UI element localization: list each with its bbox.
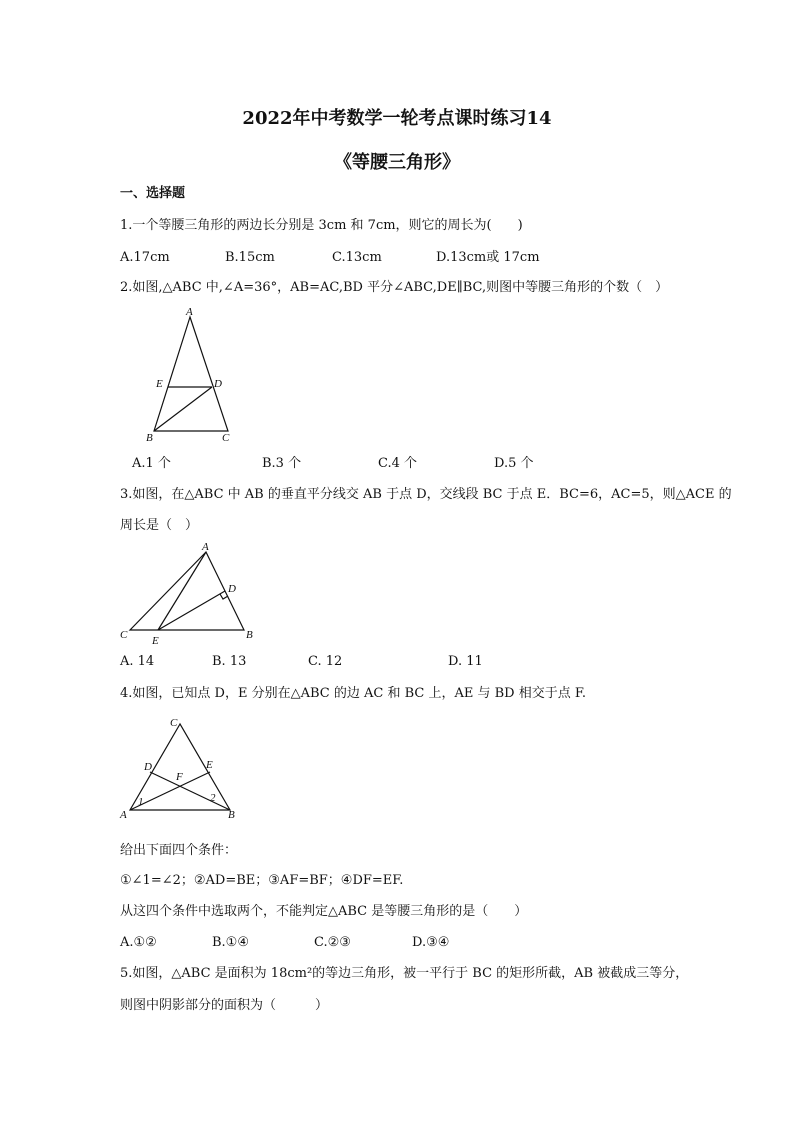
q1-option-a: A.17cm xyxy=(120,250,170,265)
q3-segment-ae xyxy=(158,552,206,630)
q4-option-c: C.②③ xyxy=(314,935,351,950)
q5-stem-line2: 则图中阴影部分的面积为（ ） xyxy=(120,998,329,1013)
q3-label-a: A xyxy=(202,541,209,553)
q5-stem-line1: 5.如图，△ABC 是面积为 18cm²的等边三角形，被一平行于 BC 的矩形所截，AB 被截成三等分， xyxy=(120,966,689,981)
q4-option-d: D.③④ xyxy=(412,935,450,950)
q1-option-d: D.13cm或 17cm xyxy=(436,250,540,265)
q4-option-a: A.①② xyxy=(120,935,157,950)
q4-label-c: C xyxy=(170,717,178,729)
q4-label-d: D xyxy=(144,761,152,773)
q3-label-b: B xyxy=(246,629,253,641)
q2-option-a: A.1 个 xyxy=(132,456,171,471)
page-subtitle: 《等腰三角形》 xyxy=(334,152,460,173)
q3-label-d: D xyxy=(228,583,236,595)
q4-label-a: A xyxy=(120,809,127,821)
q2-option-c: C.4 个 xyxy=(378,456,418,471)
q1-option-b: B.15cm xyxy=(225,250,275,265)
q2-stem: 2.如图,△ABC 中,∠A=36°，AB=AC,BD 平分∠ABC,DE∥BC,则图中等腰三角形的个数（ ） xyxy=(120,280,669,295)
q3-option-d: D. 11 xyxy=(448,654,483,669)
q2-label-d: D xyxy=(214,378,222,390)
q3-option-b: B. 13 xyxy=(212,654,247,669)
q4-label-angle1: 1 xyxy=(138,796,144,808)
q2-triangle-abc xyxy=(154,317,228,431)
q3-stem-line1: 3.如图，在△ABC 中 AB 的垂直平分线交 AB 于点 D，交线段 BC 于点 E．BC=6，AC=5，则△ACE 的 xyxy=(120,487,732,502)
q4-stem: 4.如图，已知点 D，E 分别在△ABC 的边 AC 和 BC 上，AE 与 BD 相交于点 F. xyxy=(120,686,586,701)
q2-label-a: A xyxy=(186,306,193,318)
q3-label-e: E xyxy=(152,635,159,647)
section-heading: 一、选择题 xyxy=(120,186,186,201)
q4-label-e: E xyxy=(206,759,213,771)
q4-label-f: F xyxy=(176,771,183,783)
q1-option-c: C.13cm xyxy=(332,250,382,265)
q3-option-c: C. 12 xyxy=(308,654,343,669)
q2-figure xyxy=(140,305,240,445)
q4-given: 给出下面四个条件： xyxy=(120,843,238,858)
q2-label-b: B xyxy=(146,432,153,444)
q3-stem-line2: 周长是（ ） xyxy=(120,518,199,533)
q4-option-b: B.①④ xyxy=(212,935,249,950)
q2-segment-bd xyxy=(154,387,212,431)
q4-segment-bd xyxy=(150,772,230,810)
q3-label-c: C xyxy=(120,629,128,641)
q4-label-b: B xyxy=(228,809,235,821)
q2-option-b: B.3 个 xyxy=(262,456,302,471)
q3-figure xyxy=(118,538,268,648)
page-title: 2022年中考数学一轮考点课时练习14 xyxy=(242,108,552,129)
q3-segment-de xyxy=(158,591,225,630)
q4-figure xyxy=(118,712,248,822)
q3-triangle-abc xyxy=(130,552,244,630)
q4-ask: 从这四个条件中选取两个，不能判定△ABC 是等腰三角形的是（ ） xyxy=(120,904,528,919)
q4-label-angle2: 2 xyxy=(210,792,216,804)
q2-label-e: E xyxy=(156,378,163,390)
q3-option-a: A. 14 xyxy=(120,654,155,669)
q1-stem: 1.一个等腰三角形的两边长分别是 3cm 和 7cm，则它的周长为( ) xyxy=(120,218,523,233)
q2-label-c: C xyxy=(222,432,230,444)
q2-option-d: D.5 个 xyxy=(494,456,534,471)
q4-conditions: ①∠1=∠2；②AD=BE；③AF=BF；④DF=EF. xyxy=(120,873,404,888)
